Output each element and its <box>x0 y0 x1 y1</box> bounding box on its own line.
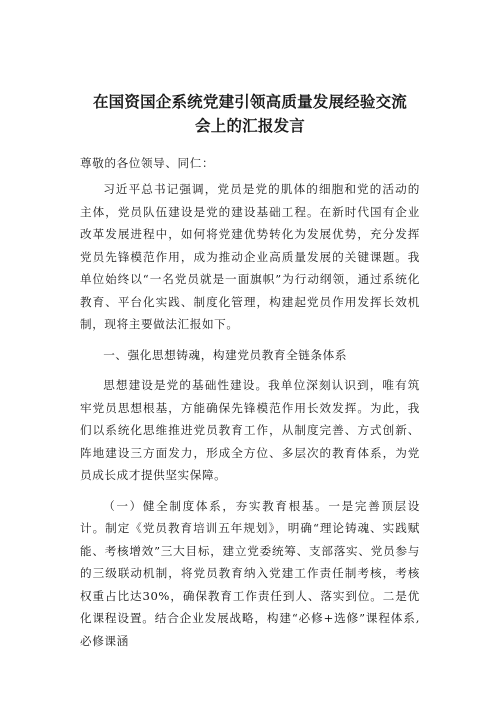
section-heading-1: 一、强化思想铸魂，构建党员教育全链条体系 <box>103 347 348 362</box>
salutation: 尊敬的各位领导、同仁： <box>80 156 215 170</box>
title-line-2: 会上的汇报发言 <box>195 117 305 135</box>
intro-paragraph: 习近平总书记强调，党员是党的肌体的细胞和党的活动的主体，党员队伍建设是党的建设基础工程。在新时代国有企业改革发展进程中，如何将党建优势转化为发展优势，充分发挥党员先锋模范作用，成为推动企业高质量发展的关键课题。我单位始终以“一名党员就是一面旗帜”为行动纲领，通过系统化教育、平台化实践、制度化管理，构建起党员作用发挥长效机制，现将主要做法汇报如下。 <box>80 182 420 331</box>
subsection-1-paragraph: （一）健全制度体系，夯实教育根基。一是完善顶层设计。制定《党员教育培训五年规划》，明确“理论铸魂、实践赋能、考核增效”三大目标，建立党委统筹、支部落实、党员参与的三级联动机制，将党员教育纳入党建工作责任制考核，考核权重占比达30%，确保教育工作责任到人、落实到位。二是优化课程设置。结合企业发展战略，构建“必修+选修”课程体系,必修课涵 <box>80 498 420 648</box>
section-1-paragraph: 思想建设是党的基础性建设。我单位深刻认识到，唯有筑牢党员思想根基，方能确保先锋模范作用长效发挥。为此，我们以系统化思维推进党员教育工作，从制度完善、方式创新、阵地建设三方面发力，形成全方位、多层次的教育体系，为党员成长成才提供坚实保障。 <box>80 378 420 482</box>
document-title <box>80 90 420 138</box>
title-line-1: 在国资国企系统党建引领高质量发展经验交流 <box>92 93 407 111</box>
